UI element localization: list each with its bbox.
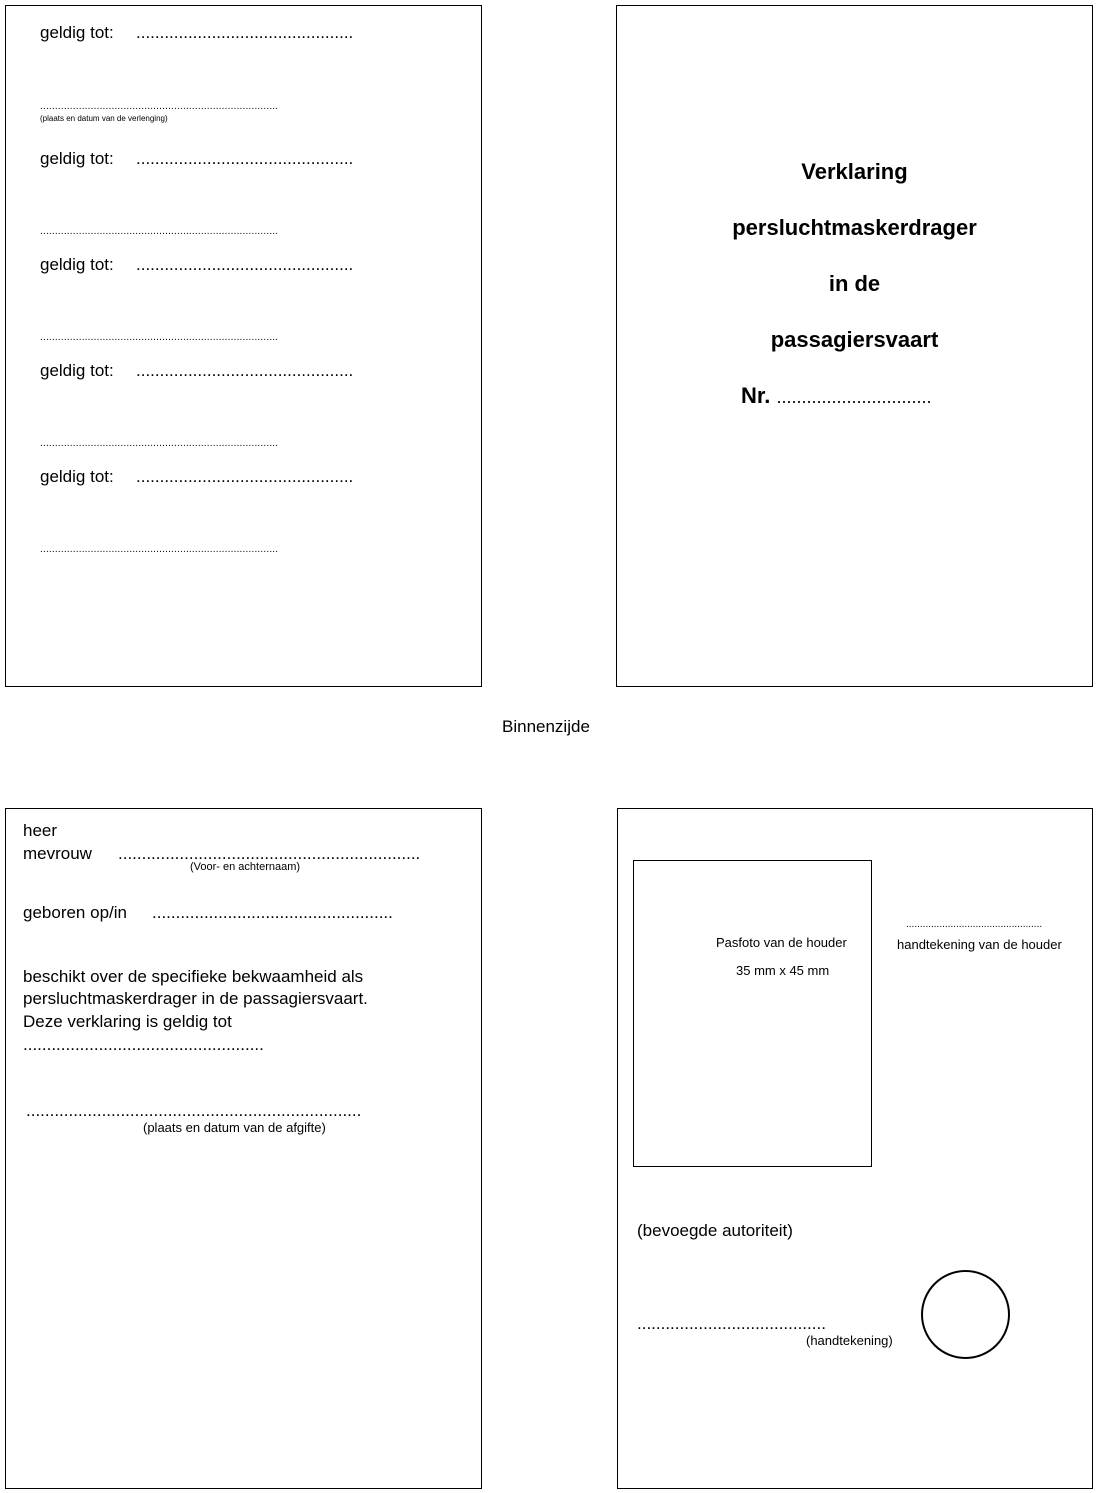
valid-until-dots: .............................................. <box>136 361 354 380</box>
photo-panel <box>617 808 1093 1489</box>
valid-until-dots: .............................................. <box>136 149 354 168</box>
authority-label: (bevoegde autoriteit) <box>637 1221 793 1240</box>
holder-panel <box>5 808 482 1489</box>
place-date-dots: ................................................................................ <box>40 544 279 555</box>
issue-caption: (plaats en datum van de afgifte) <box>143 1120 326 1135</box>
statement-line-1: beschikt over de specifieke bekwaamheid als <box>23 967 364 986</box>
holder-signature-dots: ................................................. <box>906 919 1043 930</box>
cover-title-line-2: persluchtmaskerdrager <box>732 215 977 240</box>
photo-size: 35 mm x 45 mm <box>736 963 830 978</box>
born-dots: ................................................... <box>152 903 393 922</box>
valid-until-label: geldig tot: <box>40 467 114 486</box>
born-label: geboren op/in <box>23 903 127 922</box>
cover-panel <box>616 5 1093 687</box>
valid-until-label: geldig tot: <box>40 23 114 42</box>
authority-signature-dots: ........................................ <box>637 1314 826 1333</box>
holder-signature-caption: handtekening van de houder <box>897 937 1062 952</box>
statement-line-3: Deze verklaring is geldig tot <box>23 1012 232 1031</box>
valid-until-label: geldig tot: <box>40 149 114 168</box>
photo-label: Pasfoto van de houder <box>716 935 847 950</box>
statement-line-2: persluchtmaskerdrager in de passagiersvaart. <box>23 989 368 1008</box>
valid-until-label: geldig tot: <box>40 255 114 274</box>
salutation-heer: heer <box>23 821 58 840</box>
cover-number-label: Nr. <box>741 383 771 408</box>
place-date-caption: (plaats en datum van de verlenging) <box>40 114 168 123</box>
name-caption: (Voor- en achternaam) <box>190 861 301 873</box>
place-date-dots: ................................................................................ <box>40 226 279 237</box>
photo-box <box>633 860 872 1167</box>
valid-until-label: geldig tot: <box>40 361 114 380</box>
section-label: Binnenzijde <box>502 717 590 736</box>
valid-until-dots: .............................................. <box>136 23 354 42</box>
cover-number <box>741 383 932 409</box>
place-date-dots: ................................................................................ <box>40 101 279 112</box>
salutation-mevrouw: mevrouw <box>23 844 92 863</box>
cover-title-line-3: in de <box>828 271 881 296</box>
valid-until-dots: .............................................. <box>136 255 354 274</box>
cover-title-line-4: passagiersvaart <box>770 327 939 352</box>
place-date-dots: ................................................................................ <box>40 438 279 449</box>
issue-dots: ....................................................................... <box>26 1101 362 1120</box>
statement-valid-dots: ................................................... <box>23 1035 264 1054</box>
valid-until-dots: .............................................. <box>136 467 354 486</box>
place-date-dots: ................................................................................ <box>40 332 279 343</box>
cover-number-dots: ............................... <box>776 387 932 407</box>
name-dots: ................................................................ <box>118 844 421 863</box>
cover-title-line-1: Verklaring <box>801 159 908 184</box>
extension-panel <box>5 5 482 687</box>
authority-signature-caption: (handtekening) <box>806 1333 893 1348</box>
stamp-circle <box>921 1270 1010 1359</box>
